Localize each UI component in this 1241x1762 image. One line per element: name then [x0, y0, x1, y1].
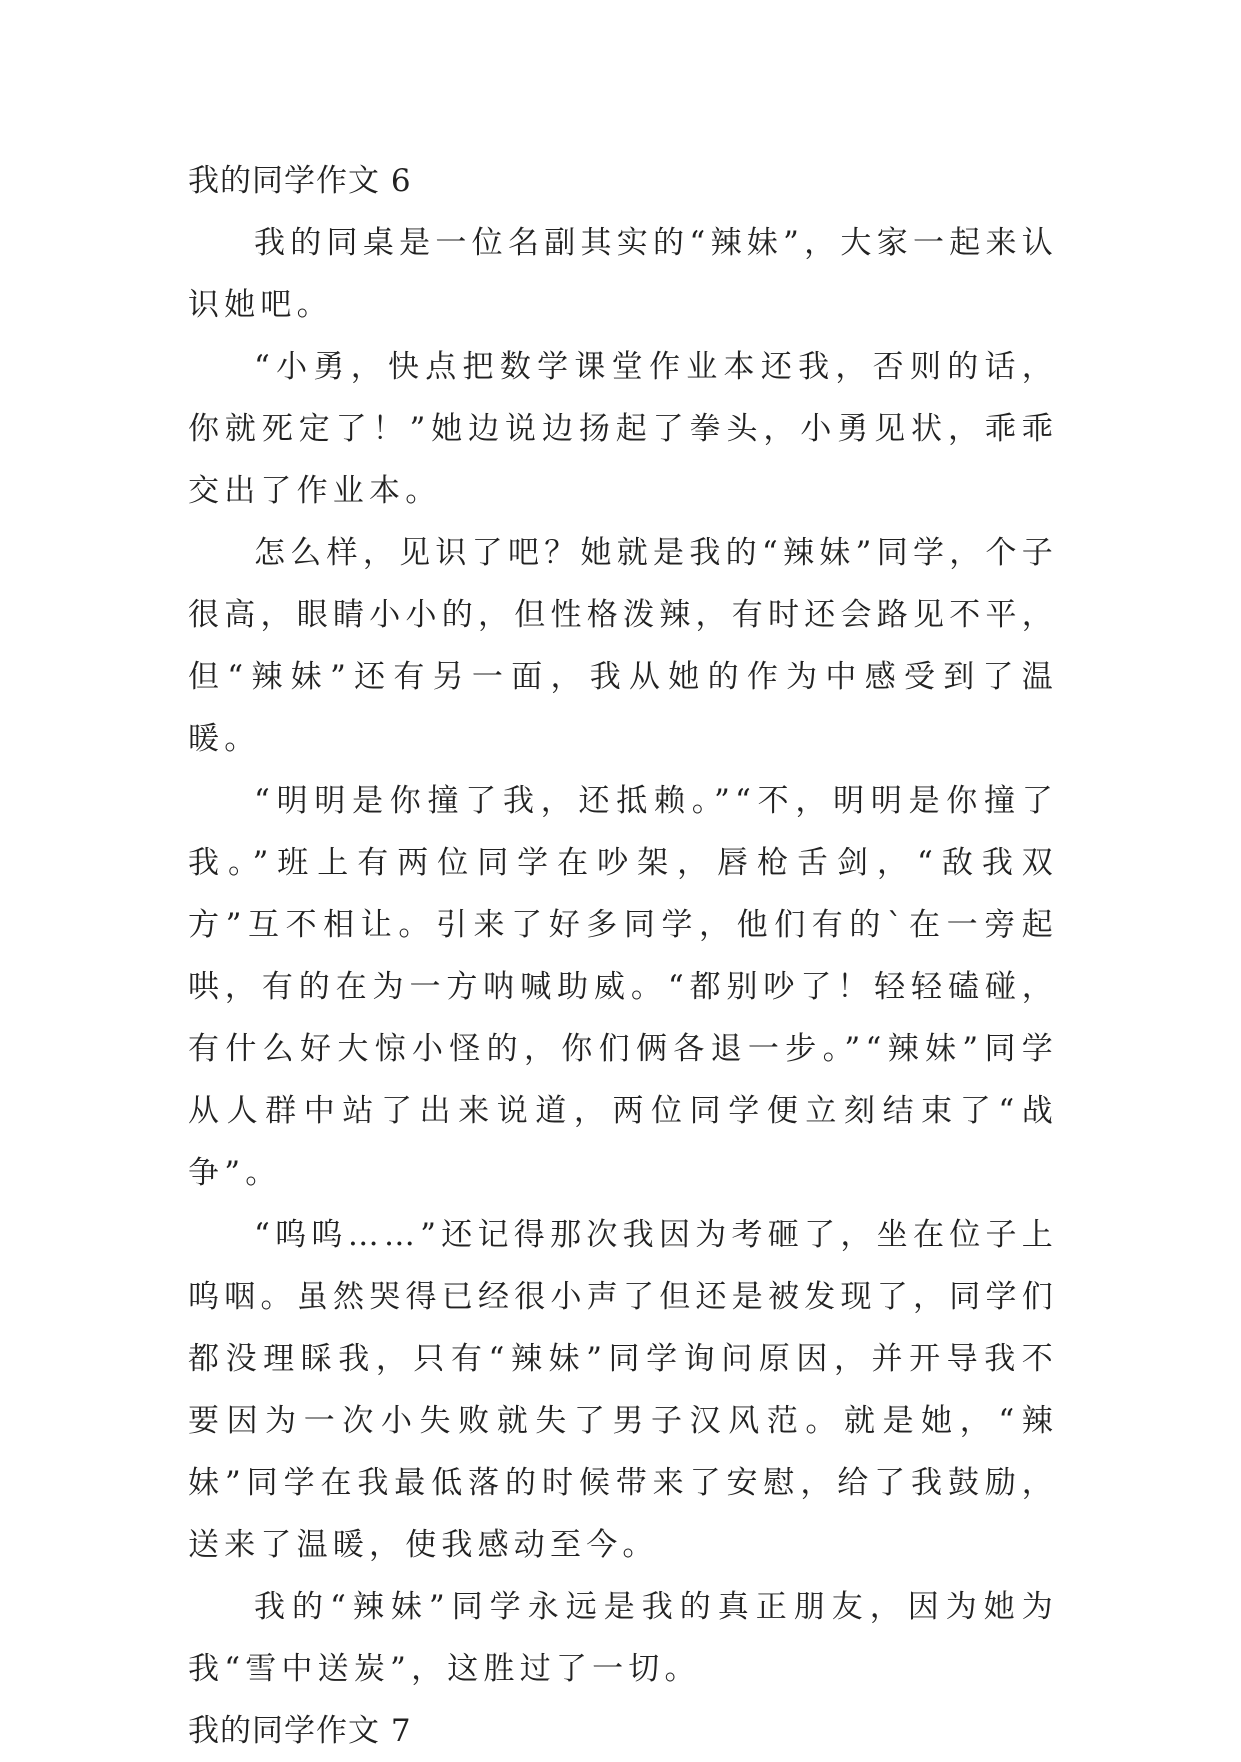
essay-6-heading: 我的同学作文 6 — [188, 163, 412, 199]
document-page — [188, 150, 1058, 1762]
paragraph-6: 我的“辣妹”同学永远是我的真正朋友，因为她为我“雪中送炭”，这胜过了一切。 — [188, 1589, 1058, 1687]
essay-7-heading: 我的同学作文 7 — [188, 1713, 412, 1749]
paragraph-2: “小勇，快点把数学课堂作业本还我，否则的话，你就死定了！”她边说边扬起了拳头，小勇见状，乖乖交出了作业本。 — [188, 349, 1058, 509]
paragraph-5: “呜呜……”还记得那次我因为考砸了，坐在位子上呜咽。虽然哭得已经很小声了但还是被发现了，同学们都没理睬我，只有“辣妹”同学询问原因，并开导我不要因为一次小失败就失了男子汉风范。就是她，“辣妹”同学在我最低落的时候带来了安慰，给了我鼓励，送来了温暖，使我感动至今。 — [188, 1217, 1058, 1563]
paragraph-1: 我的同桌是一位名副其实的“辣妹”，大家一起来认识她吧。 — [188, 225, 1058, 323]
paragraph-3: 怎么样，见识了吧？她就是我的“辣妹”同学，个子很高，眼睛小小的，但性格泼辣，有时还会路见不平，但“辣妹”还有另一面，我从她的作为中感受到了温暖。 — [188, 535, 1058, 757]
paragraph-4: “明明是你撞了我，还抵赖。”“不，明明是你撞了我。”班上有两位同学在吵架，唇枪舌剑，“敌我双方”互不相让。引来了好多同学，他们有的`在一旁起哄，有的在为一方呐喊助威。“都别吵了！轻轻磕碰，有什么好大惊小怪的，你们俩各退一步。”“辣妹”同学从人群中站了出来说道，两位同学便立刻结束了“战争”。 — [188, 783, 1058, 1191]
